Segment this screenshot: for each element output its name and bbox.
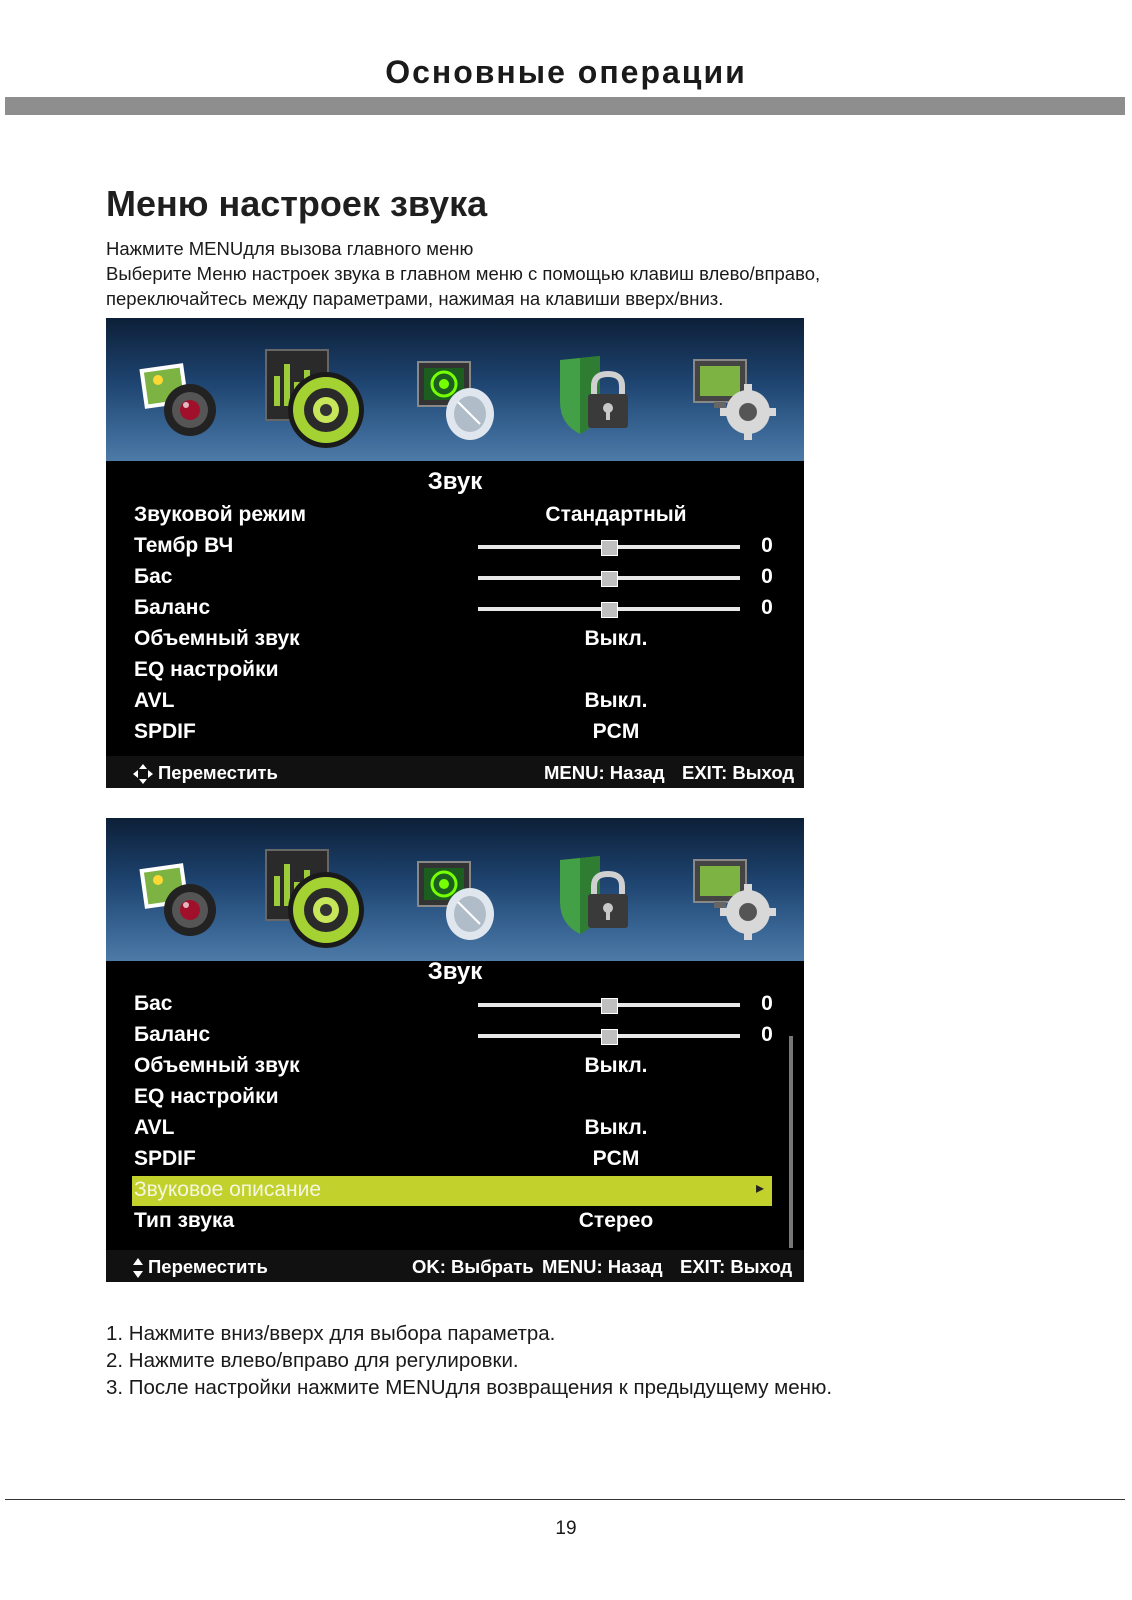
menu-icon-bar	[106, 318, 804, 461]
row-label: Объемный звук	[134, 1054, 300, 1077]
settings-icon[interactable]	[692, 356, 778, 442]
row-label: Тип звука	[134, 1209, 235, 1232]
menu-row-bass[interactable]	[106, 990, 804, 1021]
slider-value: 0	[761, 992, 773, 1015]
slider-value: 0	[761, 1023, 773, 1046]
intro-text	[106, 236, 820, 311]
row-label: EQ настройки	[134, 658, 279, 681]
bass-slider[interactable]	[478, 1003, 740, 1007]
menu-title: Звук	[427, 468, 483, 495]
row-value: Выкл.	[584, 689, 648, 712]
step-item: 1. Нажмите вниз/вверх для выбора параметра.	[106, 1322, 556, 1345]
menu-row-spdif[interactable]	[106, 718, 804, 749]
menu-row-bass[interactable]	[106, 563, 804, 594]
row-value: Стандартный	[545, 503, 687, 526]
menu-footer	[106, 756, 804, 788]
row-value: Выкл.	[584, 1116, 648, 1139]
menu-row-treble[interactable]	[106, 532, 804, 563]
page-number: 19	[555, 1518, 577, 1539]
menu-icon-bar	[106, 818, 804, 961]
tv-menu-screenshot-2	[106, 818, 804, 1282]
row-value: Выкл.	[584, 1054, 648, 1077]
menu-row-balance[interactable]	[106, 1021, 804, 1052]
row-label: EQ настройки	[134, 1085, 279, 1108]
balance-slider[interactable]	[478, 607, 740, 611]
menu-row-sound-type[interactable]	[106, 1207, 804, 1238]
header-bar	[5, 97, 1125, 115]
footer-divider	[5, 1499, 1125, 1500]
slider-value: 0	[761, 565, 773, 588]
slider-knob[interactable]	[601, 998, 618, 1014]
section-title: Основные операции	[385, 54, 747, 90]
row-label: Звуковое описание	[134, 1178, 322, 1201]
row-label: Баланс	[134, 1023, 211, 1046]
row-value: Выкл.	[584, 627, 648, 650]
row-label: Объемный звук	[134, 627, 300, 650]
step-item: 3. После настройки нажмите MENUдля возвращения к предыдущему меню.	[106, 1376, 833, 1399]
footer-exit-hint: EXIT: Выход	[682, 762, 795, 783]
menu-row-balance[interactable]	[106, 594, 804, 625]
row-label: Звуковой режим	[134, 503, 307, 526]
sound-icon[interactable]	[264, 346, 368, 450]
row-label: SPDIF	[134, 1147, 196, 1170]
row-label: Баланс	[134, 596, 211, 619]
row-value: PCM	[592, 720, 640, 743]
settings-icon[interactable]	[692, 856, 778, 942]
row-label: Бас	[134, 992, 173, 1015]
menu-title: Звук	[427, 958, 483, 985]
treble-slider[interactable]	[478, 545, 740, 549]
picture-icon[interactable]	[138, 858, 224, 944]
sound-icon[interactable]	[264, 846, 368, 950]
slider-value: 0	[761, 596, 773, 619]
slider-knob[interactable]	[601, 602, 618, 618]
intro-line: Выберите Меню настроек звука в главном меню с помощью клавиш влево/вправо,	[106, 263, 821, 284]
footer-menu-hint: MENU: Назад	[542, 1256, 663, 1277]
menu-row-eq[interactable]	[106, 1083, 804, 1114]
tv-menu-screenshot-1	[106, 318, 804, 788]
menu-row-spdif[interactable]	[106, 1145, 804, 1176]
row-label: Тембр ВЧ	[134, 534, 234, 557]
footer-menu-hint: MENU: Назад	[544, 762, 665, 783]
chevron-right-icon: ▸	[756, 1180, 765, 1197]
row-label: SPDIF	[134, 720, 196, 743]
menu-row-audio-description[interactable]	[106, 1176, 804, 1207]
up-down-arrows-icon	[132, 1257, 144, 1279]
menu-row-avl[interactable]	[106, 687, 804, 718]
footer-exit-hint: EXIT: Выход	[680, 1256, 793, 1277]
slider-value: 0	[761, 534, 773, 557]
channel-icon[interactable]	[416, 358, 502, 444]
balance-slider[interactable]	[478, 1034, 740, 1038]
footer-ok-hint: OK: Выбрать	[412, 1256, 534, 1277]
row-value: Стерео	[578, 1209, 654, 1232]
picture-icon[interactable]	[138, 358, 224, 444]
footer-move-hint	[132, 762, 278, 785]
menu-row-surround[interactable]	[106, 625, 804, 656]
steps-list	[106, 1320, 832, 1401]
footer-move-hint	[132, 1256, 268, 1279]
menu-footer	[106, 1250, 804, 1282]
page-title: Меню настроек звука	[106, 183, 488, 224]
footer-move-label: Переместить	[148, 1256, 268, 1277]
menu-row-surround[interactable]	[106, 1052, 804, 1083]
step-item: 2. Нажмите влево/вправо для регулировки.	[106, 1349, 519, 1372]
menu-row-avl[interactable]	[106, 1114, 804, 1145]
intro-line: Нажмите MENUдля вызова главного меню	[106, 238, 474, 259]
move-arrows-icon	[132, 763, 154, 785]
footer-move-label: Переместить	[158, 762, 278, 783]
menu-row-eq[interactable]	[106, 656, 804, 687]
slider-knob[interactable]	[601, 540, 618, 556]
channel-icon[interactable]	[416, 858, 502, 944]
lock-icon[interactable]	[554, 854, 640, 940]
intro-line: переключайтесь между параметрами, нажимая на клавиши вверх/вниз.	[106, 288, 724, 309]
lock-icon[interactable]	[554, 354, 640, 440]
row-value: PCM	[592, 1147, 640, 1170]
bass-slider[interactable]	[478, 576, 740, 580]
slider-knob[interactable]	[601, 1029, 618, 1045]
slider-knob[interactable]	[601, 571, 618, 587]
row-label: Бас	[134, 565, 173, 588]
row-label: AVL	[134, 1116, 175, 1139]
menu-row-sound-mode[interactable]	[106, 501, 804, 532]
row-label: AVL	[134, 689, 175, 712]
